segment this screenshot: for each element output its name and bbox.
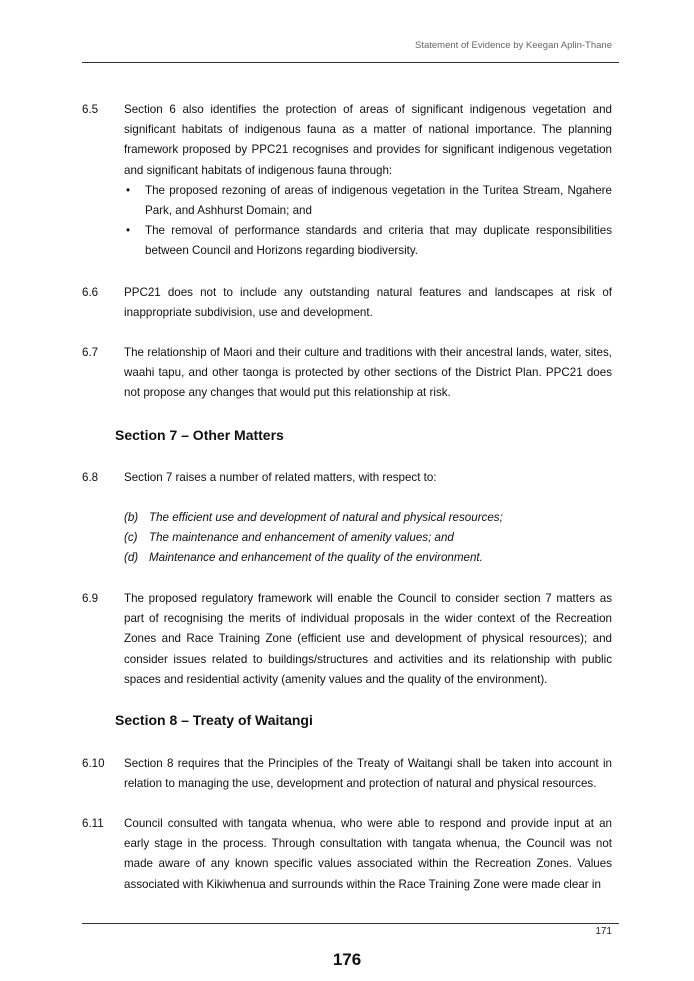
- paragraph-number: 6.10: [82, 757, 105, 770]
- item-label: (b): [124, 511, 139, 524]
- paragraph-number: 6.11: [82, 817, 104, 830]
- section-8-heading: Section 8 – Treaty of Waitangi: [115, 712, 313, 728]
- footer-rule: [82, 923, 619, 924]
- matters-list: [82, 508, 612, 569]
- paragraph-text: Council consulted with tangata whenua, who were able to respond and provide input at an early stage in the process. Through consultation with tangata whenua, the Council was not made aware of any known specific values associated within the Recreation Zones. Values associated with Kikiwhenua and surrounds within the Race Training Zone were made clear in: [124, 817, 612, 891]
- section-7-heading: Section 7 – Other Matters: [115, 427, 284, 443]
- paragraph-number: 6.5: [82, 103, 99, 116]
- list-item: [124, 508, 612, 528]
- bullet-icon: •: [126, 224, 131, 238]
- item-text: The maintenance and enhancement of amenity values; and: [149, 531, 454, 545]
- paragraph-number: 6.6: [82, 286, 99, 299]
- header-title: Statement of Evidence by Keegan Aplin-Thane: [415, 40, 612, 51]
- paragraph-6-5: [82, 100, 612, 262]
- item-label: (c): [124, 531, 138, 545]
- list-item: [124, 528, 612, 548]
- paragraph-6-9: [82, 589, 612, 690]
- bullet-text: The removal of performance standards and criteria that may duplicate responsibilities between Council and Horizons regarding biodiversity.: [145, 224, 612, 258]
- paragraph-6-10: [82, 754, 612, 794]
- paragraph-text: Section 7 raises a number of related matters, with respect to:: [124, 471, 437, 484]
- bullet-icon: •: [126, 183, 131, 197]
- paragraph-6-7: [82, 343, 612, 404]
- paragraph-6-6: [82, 283, 612, 323]
- item-label: (d): [124, 551, 139, 565]
- paragraph-6-11: [82, 814, 612, 895]
- paragraph-6-8: [82, 468, 612, 488]
- bullet-item: [124, 221, 612, 261]
- list-item: [124, 548, 612, 568]
- bundle-page-number: 176: [332, 950, 362, 969]
- paragraph-text: The relationship of Maori and their culture and traditions with their ancestral lands, water, sites, waahi tapu, and other taonga is protected by other sections of the District Plan. PPC21 does not propose any changes that would put this relationship at risk.: [124, 346, 612, 400]
- paragraph-number: 6.9: [82, 592, 99, 605]
- bullet-list: [124, 181, 612, 262]
- paragraph-text: PPC21 does not to include any outstanding natural features and landscapes at risk of inappropriate subdivision, use and development.: [124, 286, 612, 320]
- paragraph-text: Section 6 also identifies the protection of areas of significant indigenous vegetation and significant habitats of indigenous fauna as a matter of national importance. The planning framework proposed by PPC21 recognises and provides for significant indigenous vegetation and significant habitats of indigenous fauna through:: [124, 103, 612, 177]
- paragraph-text: The proposed regulatory framework will enable the Council to consider section 7 matters as part of recognising the merits of individual proposals in the wider context of the Recreation Zones and Race Training Zone (efficient use and development of physical resources); and consider issues related to buildings/structures and activities and its relationship with public spaces and residential activity (amenity values and the quality of the environment).: [124, 592, 612, 686]
- page-number: 171: [595, 926, 612, 937]
- item-text: The efficient use and development of natural and physical resources;: [149, 511, 503, 524]
- bullet-item: [124, 181, 612, 221]
- bullet-text: The proposed rezoning of areas of indigenous vegetation in the Turitea Stream, Ngahere Park, and Ashhurst Domain; and: [145, 183, 612, 218]
- paragraph-number: 6.8: [82, 471, 99, 484]
- paragraph-number: 6.7: [82, 346, 99, 359]
- paragraph-text: Section 8 requires that the Principles of the Treaty of Waitangi shall be taken into account in relation to managing the use, development and protection of natural and physical resources.: [124, 757, 612, 791]
- item-text: Maintenance and enhancement of the quality of the environment.: [149, 551, 483, 565]
- header-rule: [82, 62, 619, 63]
